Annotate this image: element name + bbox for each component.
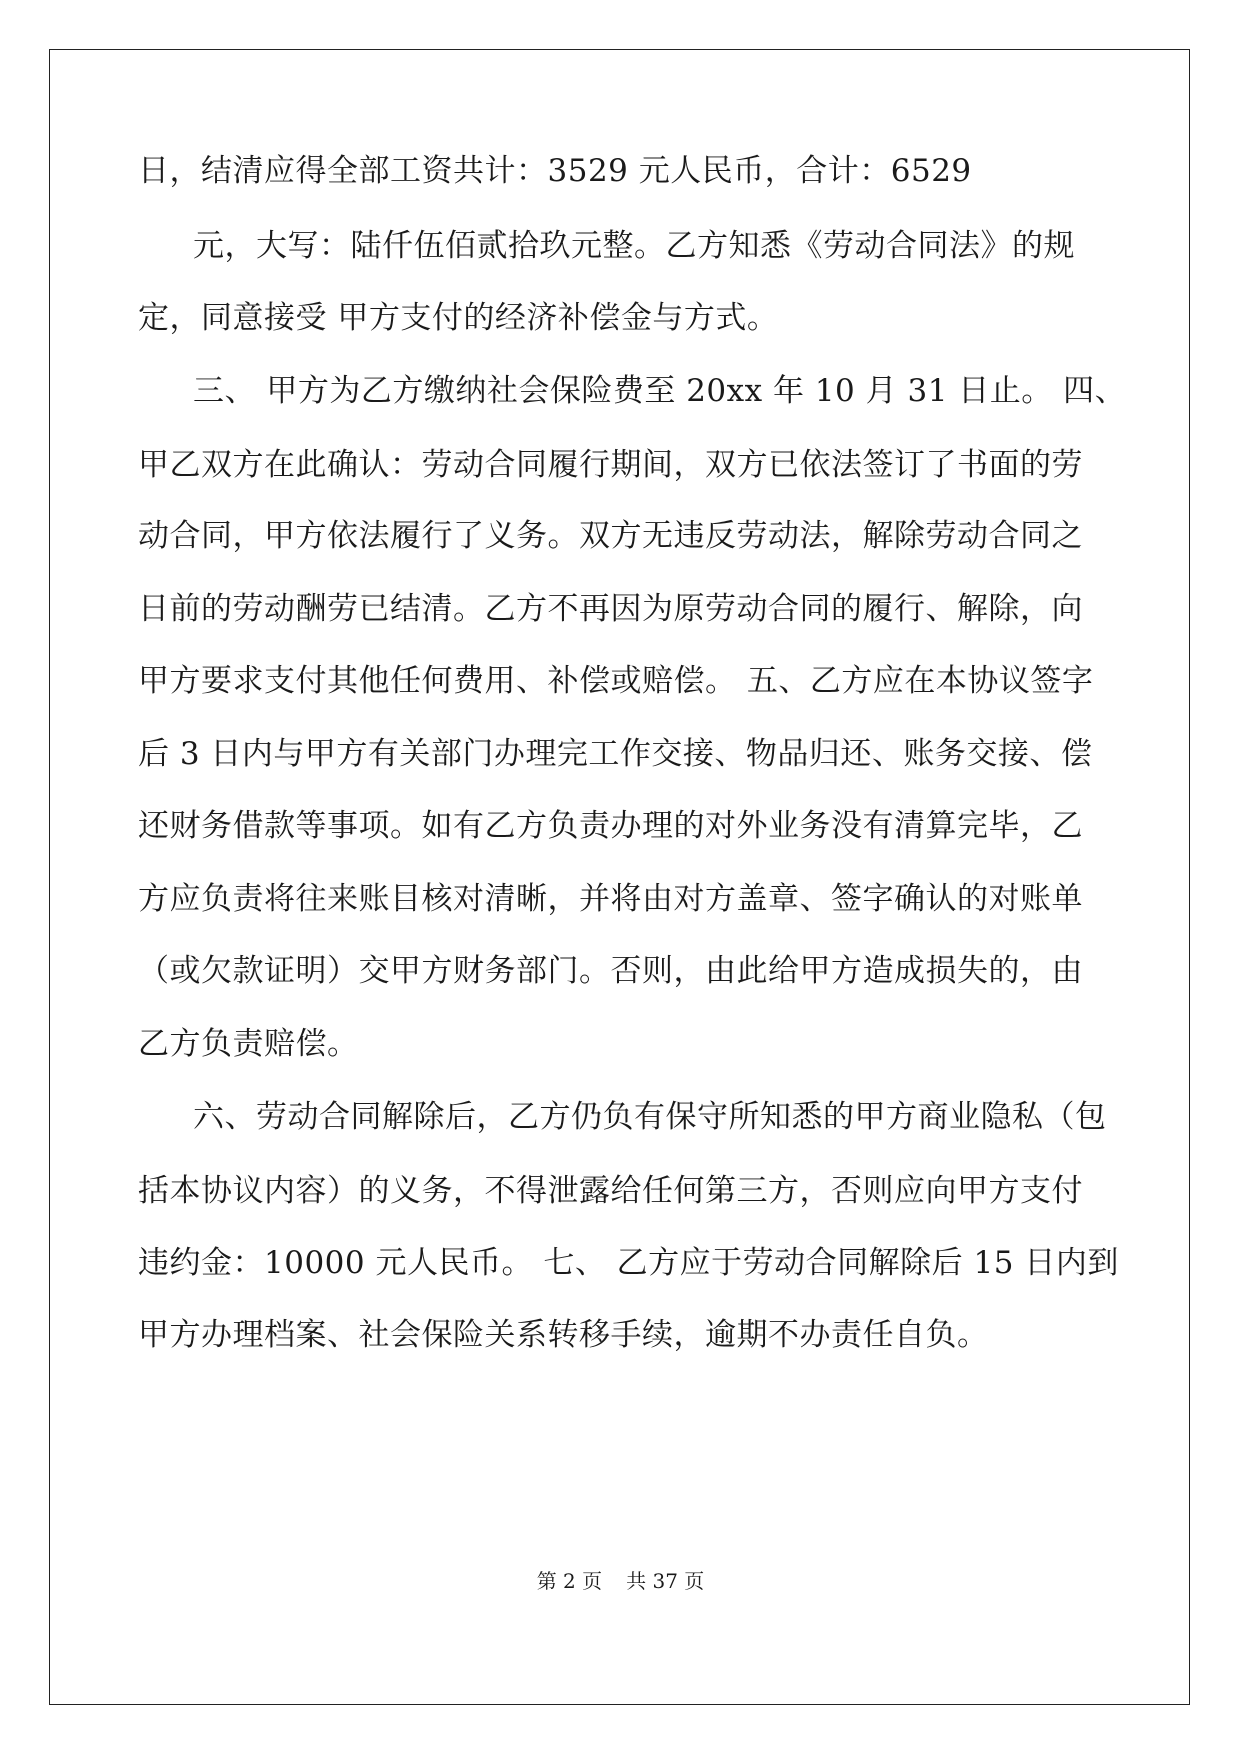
text-line-content: 定，同意接受 甲方支付的经济补偿金与方式。 xyxy=(138,300,779,336)
text-line-content: 甲方办理档案、社会保险关系转移手续，逾期不办责任自负。 xyxy=(138,1317,989,1353)
page-total-label: 共 37 页 xyxy=(626,1569,705,1593)
text-line-content: 六、劳动合同解除后，乙方仍负有保守所知悉的甲方商业隐私（包 xyxy=(193,1099,1107,1135)
text-line-content: 还财务借款等事项。如有乙方负责办理的对外业务没有清算完毕，乙 xyxy=(138,808,1083,844)
text-line-content: 三、 甲方为乙方缴纳社会保险费至 20xx 年 10 月 31 日止。 四、 xyxy=(193,373,1127,409)
text-line-content: 元，大写：陆仟伍佰贰拾玖元整。乙方知悉《劳动合同法》的规 xyxy=(193,228,1075,264)
text-line-content: 方应负责将往来账目核对清晰，并将由对方盖章、签字确认的对账单 xyxy=(138,881,1083,917)
text-line-content: （或欠款证明）交甲方财务部门。否则，由此给甲方造成损失的，由 xyxy=(138,953,1083,989)
text-line-content: 后 3 日内与甲方有关部门办理完工作交接、物品归还、账务交接、偿 xyxy=(138,736,1093,772)
text-line-content: 甲方要求支付其他任何费用、补偿或赔偿。 五、乙方应在本协议签字 xyxy=(138,663,1094,699)
text-line-content: 括本协议内容）的义务，不得泄露给任何第三方，否则应向甲方支付 xyxy=(138,1173,1083,1209)
text-line-content: 违约金：10000 元人民币。 七、 乙方应于劳动合同解除后 15 日内到 xyxy=(138,1245,1119,1281)
page-footer xyxy=(0,1568,1241,1594)
text-line-content: 甲乙双方在此确认：劳动合同履行期间，双方已依法签订了书面的劳 xyxy=(138,447,1083,483)
page-number-label: 第 2 页 xyxy=(536,1569,603,1593)
text-line-content: 动合同，甲方依法履行了义务。双方无违反劳动法，解除劳动合同之 xyxy=(138,518,1083,554)
text-line-content: 日，结清应得全部工资共计：3529 元人民币，合计：6529 xyxy=(138,153,972,189)
text-line-content: 日前的劳动酬劳已结清。乙方不再因为原劳动合同的履行、解除，向 xyxy=(138,591,1083,627)
text-line-content: 乙方负责赔偿。 xyxy=(138,1026,359,1062)
